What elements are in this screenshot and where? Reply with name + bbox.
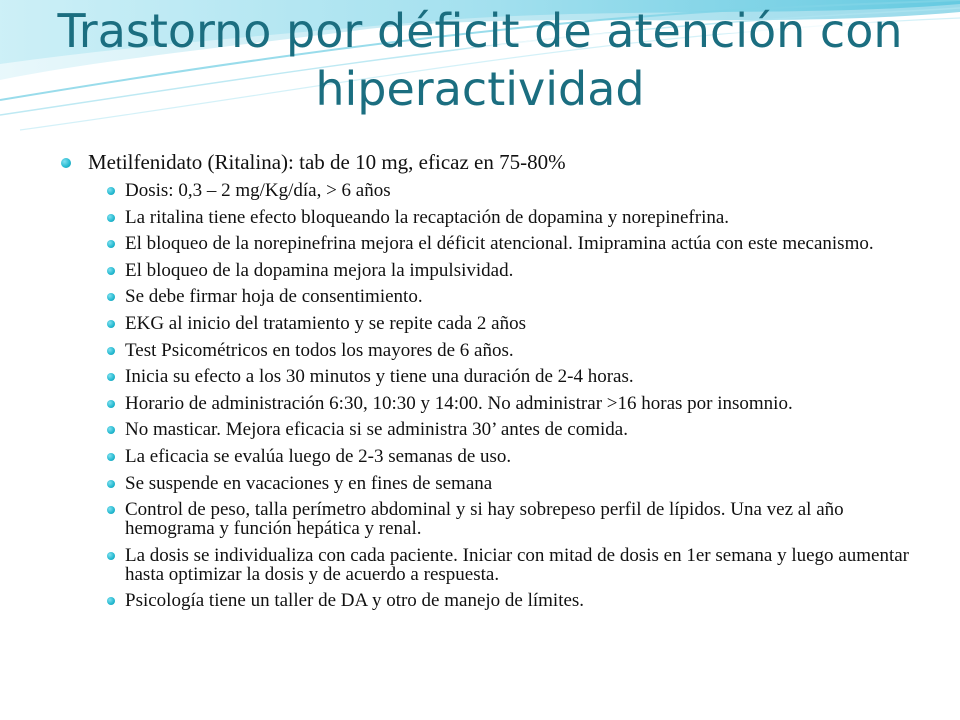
bullet-icon <box>107 480 115 488</box>
sub-bullet-item <box>60 474 920 493</box>
sub-bullet-text: Control de peso, talla perímetro abdominal y si hay sobrepeso perfil de lípidos. Una vez al año hemograma y función hepática y renal. <box>125 499 844 540</box>
sub-bullet-item <box>60 447 920 466</box>
main-bullet <box>60 150 920 174</box>
sub-bullet-list <box>60 181 920 610</box>
sub-bullet-text: Se suspende en vacaciones y en fines de semana <box>125 472 493 494</box>
sub-bullet-text: La eficacia se evalúa luego de 2-3 semanas de uso. <box>125 445 512 467</box>
slide-title: Trastorno por déficit de atención con hiperactividad <box>57 4 903 116</box>
bullet-icon <box>107 240 115 248</box>
bullet-icon <box>107 187 115 195</box>
sub-bullet-item <box>60 341 920 360</box>
sub-bullet-text: La dosis se individualiza con cada paciente. Iniciar con mitad de dosis en 1er semana y luego aumentar hasta optimizar la dosis y de acuerdo a respuesta. <box>125 544 909 585</box>
sub-bullet-item <box>60 367 920 386</box>
bullet-icon <box>107 400 115 408</box>
bullet-icon <box>107 453 115 461</box>
sub-bullet-item <box>60 394 920 413</box>
sub-bullet-text: EKG al inicio del tratamiento y se repite cada 2 años <box>125 312 526 334</box>
bullet-icon <box>107 320 115 328</box>
bullet-icon <box>107 214 115 222</box>
bullet-icon <box>107 267 115 275</box>
bullet-icon <box>107 373 115 381</box>
main-bullet-text: Metilfenidato (Ritalina): tab de 10 mg, eficaz en 75-80% <box>88 150 566 174</box>
sub-bullet-text: Dosis: 0,3 – 2 mg/Kg/día, > 6 años <box>125 180 391 201</box>
bullet-icon <box>61 158 71 168</box>
sub-bullet-item <box>60 234 920 253</box>
sub-bullet-text: Se debe firmar hoja de consentimiento. <box>125 286 423 308</box>
sub-bullet-text: Horario de administración 6:30, 10:30 y 14:00. No administrar >16 horas por insomnio. <box>125 392 793 414</box>
sub-bullet-text: No masticar. Mejora eficacia si se administra 30’ antes de comida. <box>125 419 628 441</box>
sub-bullet-item <box>60 261 920 280</box>
sub-bullet-item <box>60 181 920 200</box>
sub-bullet-item <box>60 208 920 227</box>
sub-bullet-item <box>60 591 920 610</box>
bullet-icon <box>107 347 115 355</box>
sub-bullet-item <box>60 314 920 333</box>
bullet-icon <box>107 426 115 434</box>
sub-bullet-text: El bloqueo de la dopamina mejora la impulsividad. <box>125 259 514 281</box>
bullet-list <box>60 150 920 618</box>
sub-bullet-text: Psicología tiene un taller de DA y otro de manejo de límites. <box>125 590 585 612</box>
sub-bullet-item <box>60 546 920 584</box>
sub-bullet-item <box>60 420 920 439</box>
bullet-icon <box>107 506 115 514</box>
sub-bullet-text: La ritalina tiene efecto bloqueando la recaptación de dopamina y norepinefrina. <box>125 206 730 228</box>
bullet-icon <box>107 597 115 605</box>
bullet-icon <box>107 552 115 560</box>
sub-bullet-item <box>60 500 920 538</box>
sub-bullet-item <box>60 287 920 306</box>
bullet-icon <box>107 293 115 301</box>
sub-bullet-text: Inicia su efecto a los 30 minutos y tiene una duración de 2-4 horas. <box>125 366 634 388</box>
sub-bullet-text: Test Psicométricos en todos los mayores de 6 años. <box>125 339 514 361</box>
sub-bullet-text: El bloqueo de la norepinefrina mejora el déficit atencional. Imipramina actúa con este mecanismo. <box>125 233 874 255</box>
